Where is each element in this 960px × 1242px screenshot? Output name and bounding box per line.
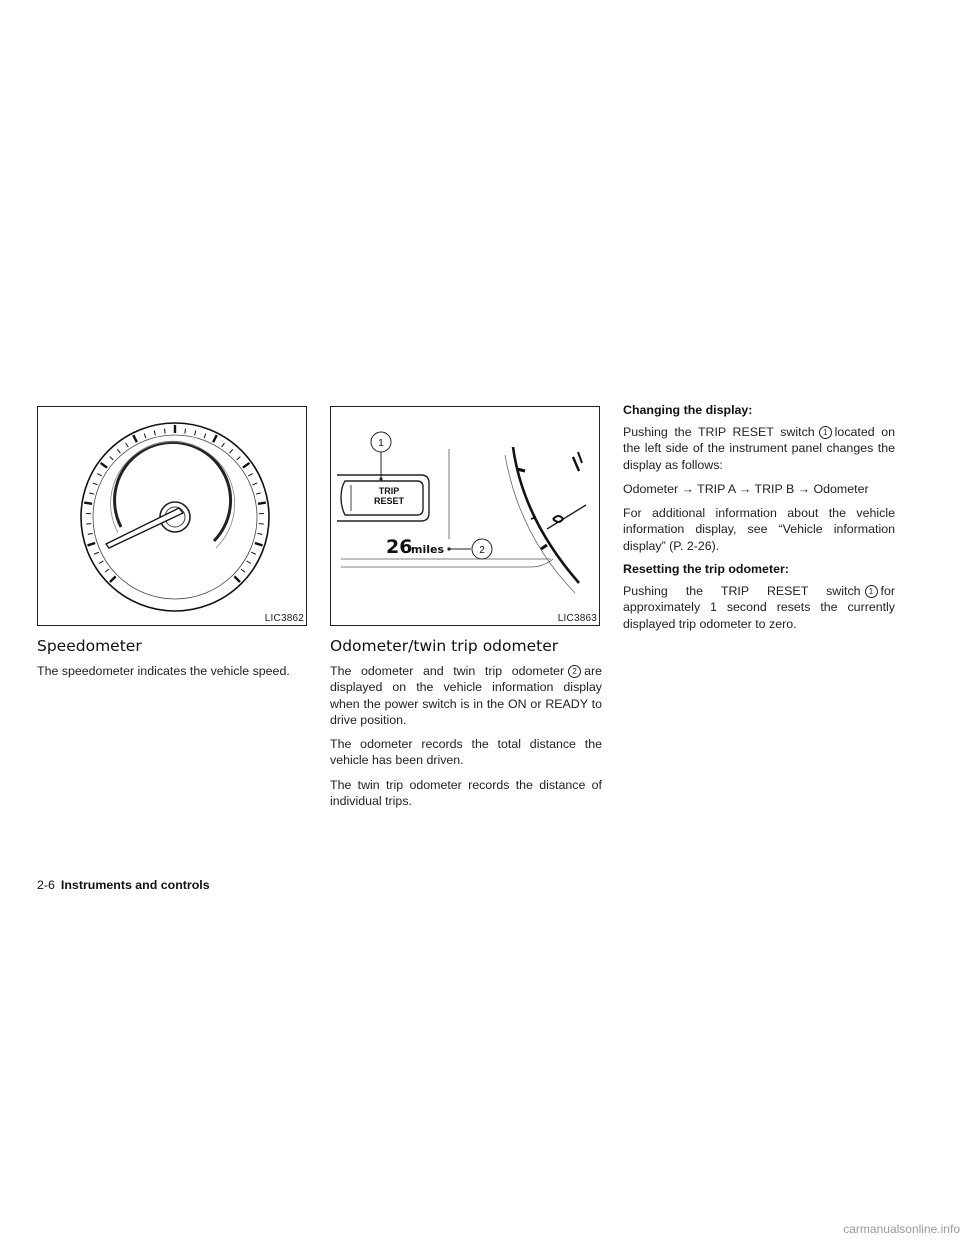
gauge-tick [144,434,146,439]
gauge-tick [99,561,103,564]
section-heading: Speedometer [37,637,142,655]
gauge-tick [255,543,263,545]
callout-ref-1: 1 [819,426,832,439]
text: located on the left side of the instrument panel changes the display as follows: [623,425,896,472]
body-paragraph: The twin trip odometer records the distance of individual trips. [330,777,602,809]
gauge-tick [247,561,251,564]
body-paragraph: The speedometer indicates the vehicle speed. [37,664,290,678]
gauge-tick [89,493,94,494]
gauge-tick [241,569,245,572]
gauge-tick [213,435,217,442]
figure-id: LIC3862 [264,613,304,624]
gauge-tick [117,449,120,453]
gauge-tick [133,435,137,442]
gauge-tick [97,474,101,476]
body-paragraph: For additional information about the vehicle information display, see “Vehicle information display” (P. 2-26). [623,506,895,553]
gauge-tick [251,552,256,554]
body-paragraph [330,663,602,728]
gauge-tick [258,503,266,504]
gauge-tick [243,463,249,468]
odometer-reading-value: 26 [386,536,413,558]
gauge-tick [110,457,114,460]
watermark: carmanualsonline.info [843,1222,960,1236]
gauge-tick [94,552,99,554]
callout-ref-2: 2 [568,665,581,678]
gauge-tick [237,457,241,460]
body-paragraph [623,424,895,473]
gauge-tick [257,533,262,534]
gauge-tick [253,483,258,485]
gauge-tick [105,569,109,572]
callout-2: 2 [479,545,485,556]
display-sequence: Odometer → TRIP A → TRIP B → Odometer [623,481,869,496]
gauge-tick [101,463,107,468]
gauge-tick [88,543,96,545]
callout-1: 1 [378,438,384,449]
gauge-tick [110,576,116,582]
text: for approximately 1 second resets the currently displayed trip odometer to zero. [623,584,895,631]
gauge-tick [154,430,155,435]
text: Pushing the TRIP RESET switch [623,584,861,599]
odometer-figure [330,406,600,626]
page-footer [37,878,210,892]
section-heading: Odometer/twin trip odometer [330,637,559,655]
text: The odometer and twin trip odometer [330,664,565,678]
gauge-tick [84,503,92,504]
text: Pushing the TRIP RESET switch [623,425,815,439]
body-paragraph [623,583,895,632]
speedometer-figure [37,406,307,626]
gauge-tick [195,430,196,435]
speedometer-section [37,406,309,687]
gauge-tick [165,429,166,434]
gauge-tick [93,483,98,485]
gauge-tick [248,474,252,476]
trip-controls-section [623,403,895,640]
speedometer-illustration [38,407,308,627]
gauge-tick [126,443,129,447]
callout-ref-1: 1 [865,585,878,598]
subheading-resetting-trip: Resetting the trip odometer: [623,562,789,577]
gauge-tick [204,434,206,439]
gauge-tick [230,449,233,453]
text: are displayed on the vehicle information display when the power switch is in the ON or READY to drive position. [330,664,602,727]
odometer-illustration [331,407,601,627]
gauge-tick [256,493,261,494]
section-title: Instruments and controls [60,878,210,892]
gauge-tick [88,533,93,534]
gauge-tick [185,429,186,434]
button-label-trip: TRIP [378,486,400,496]
button-label-reset: RESET [373,496,405,506]
page-number: 2-6 [37,878,55,892]
subheading-changing-display: Changing the display: [623,403,753,417]
odometer-section [330,406,602,817]
odometer-reading-unit: miles [411,543,445,556]
gauge-tick [234,576,240,582]
body-paragraph: The odometer records the total distance the vehicle has been driven. [330,737,602,768]
gauge-tick [222,443,225,447]
figure-id: LIC3863 [557,613,597,624]
